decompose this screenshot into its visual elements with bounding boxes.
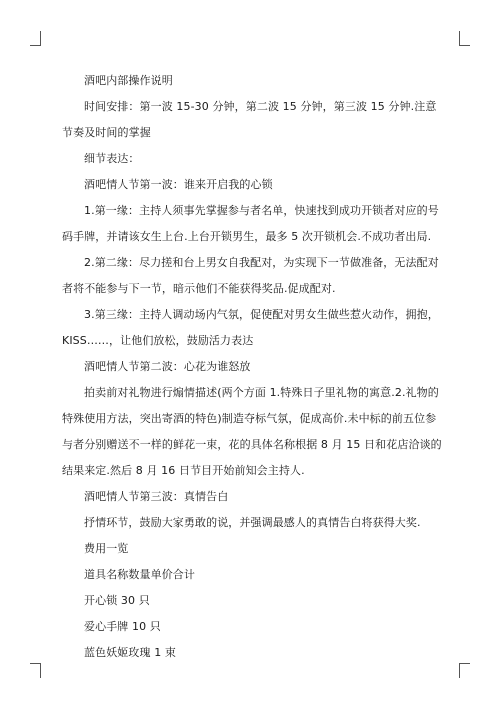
document-body	[62, 68, 442, 666]
details-heading: 细节表达：	[84, 152, 140, 165]
wave-three-heading: 酒吧情人节第三波：真情告白	[84, 490, 229, 503]
costs-heading: 费用一览	[84, 542, 129, 555]
crop-mark-bottom-right	[459, 663, 470, 678]
document-title: 酒吧内部操作说明	[84, 74, 173, 87]
schedule-paragraph: 时间安排：第一波 15-30 分钟，第二波 15 分钟，第三波 15 分钟.注意节奏及时间的掌握	[62, 100, 437, 139]
wave-one-item-2: 2.第二缘：尽力搓和台上男女自我配对，为实现下一节做准备，无法配对者将不能参与下一节，暗示他们不能获得奖品.促成配对.	[62, 256, 439, 295]
wave-one-item-1: 1.第一缘：主持人须事先掌握参与者名单，快速找到成功开锁者对应的号码手牌，并请该女生上台.上台开锁男生，最多 5 次开锁机会.不成功者出局.	[62, 204, 439, 243]
cost-item: 开心锁 30 只	[84, 594, 150, 607]
wave-two-heading: 酒吧情人节第二波：心花为谁怒放	[84, 360, 251, 373]
wave-two-paragraph: 拍卖前对礼物进行煽情描述(两个方面 1.特殊日子里礼物的寓意.2.礼物的特殊使用方法，突出寄酒的特色)制造夺标气氛，促成高价.未中标的前五位参与者分别赠送不一样的鲜花一束，花的具体名称根据 8 月 15 日和花店洽谈的结果来定.然后 8 月 16 日节目开始前知会主持人.	[62, 386, 442, 477]
cost-item: 蓝色妖姬玫瑰 1 束	[84, 646, 176, 659]
cost-item: 爱心手牌 10 只	[84, 620, 161, 633]
crop-mark-top-right	[459, 31, 470, 46]
crop-mark-bottom-left	[30, 663, 41, 678]
wave-three-paragraph: 抒情环节，鼓励大家勇敢的说，并强调最感人的真情告白将获得大奖.	[84, 516, 421, 529]
wave-one-item-3: 3.第三缘：主持人调动场内气氛，促使配对男女生做些惹火动作，拥抱，KISS……，让他们放松，鼓励活力表达	[62, 308, 439, 347]
costs-columns: 道具名称数量单价合计	[84, 568, 195, 581]
crop-mark-top-left	[30, 31, 41, 46]
wave-one-heading: 酒吧情人节第一波：谁来开启我的心锁	[84, 178, 273, 191]
